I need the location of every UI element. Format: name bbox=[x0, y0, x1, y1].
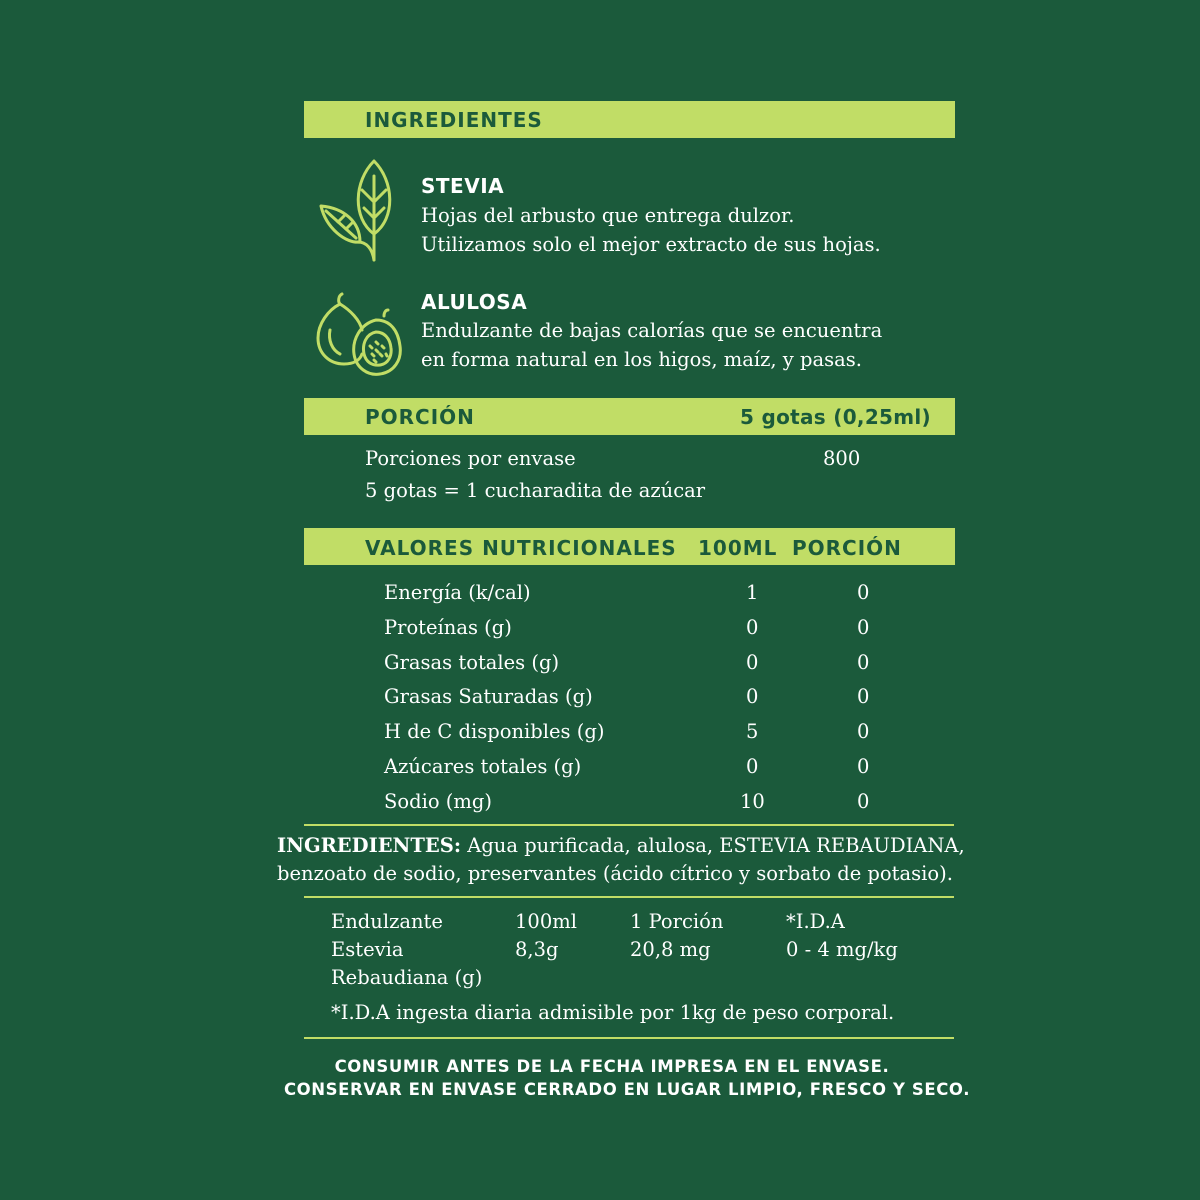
ingredients-list-line-1 bbox=[277, 834, 965, 857]
nutrient-portion: 0 bbox=[857, 720, 870, 743]
nutrition-col-100ml: 100ML bbox=[698, 536, 778, 560]
nutrition-header: VALORES NUTRICIONALES bbox=[365, 536, 677, 560]
ida-col-sweetener bbox=[331, 908, 482, 992]
ida-cell: *I.D.A bbox=[786, 910, 845, 933]
ida-cell: 100ml bbox=[515, 910, 577, 933]
nutrient-per100: 10 bbox=[740, 790, 765, 813]
nutrition-row bbox=[384, 651, 904, 686]
ida-cell: Estevia bbox=[331, 938, 404, 961]
nutrient-portion: 0 bbox=[857, 581, 870, 604]
nutrition-row bbox=[384, 685, 904, 720]
nutrient-name: H de C disponibles (g) bbox=[384, 720, 605, 743]
nutrition-row bbox=[384, 616, 904, 651]
nutrition-header-band bbox=[304, 528, 955, 565]
nutrient-portion: 0 bbox=[857, 755, 870, 778]
stevia-desc-line: Hojas del arbusto que entrega dulzor. bbox=[421, 204, 795, 227]
stevia-desc-line: Utilizamos solo el mejor extracto de sus hojas. bbox=[421, 233, 881, 256]
portion-value: 5 gotas (0,25ml) bbox=[740, 405, 931, 429]
nutrient-name: Proteínas (g) bbox=[384, 616, 512, 639]
alulosa-description bbox=[421, 316, 882, 374]
nutrient-name: Energía (k/cal) bbox=[384, 581, 531, 604]
ingredients-header: INGREDIENTES bbox=[365, 108, 543, 132]
ingredients-list-text: Agua purificada, alulosa, ESTEVIA REBAUDIANA, bbox=[461, 834, 965, 857]
nutrition-row bbox=[384, 790, 904, 825]
nutrient-name: Grasas totales (g) bbox=[384, 651, 560, 674]
nutrition-row bbox=[384, 755, 904, 790]
ida-cell: Rebaudiana (g) bbox=[331, 966, 483, 989]
nutrient-portion: 0 bbox=[857, 685, 870, 708]
nutrient-portion: 0 bbox=[857, 790, 870, 813]
ida-cell: 0 - 4 mg/kg bbox=[786, 938, 898, 961]
nutrient-per100: 5 bbox=[746, 720, 759, 743]
ida-cell: 1 Porción bbox=[630, 910, 724, 933]
nutrient-portion: 0 bbox=[857, 616, 870, 639]
nutrition-col-portion: PORCIÓN bbox=[792, 536, 902, 560]
stevia-name: STEVIA bbox=[421, 174, 505, 198]
footer-line-1: CONSUMIR ANTES DE LA FECHA IMPRESA EN EL ENVASE. bbox=[334, 1057, 890, 1076]
portions-per-package-value: 800 bbox=[823, 447, 861, 470]
nutrient-per100: 1 bbox=[746, 581, 759, 604]
alulosa-desc-line: en forma natural en los higos, maíz, y pasas. bbox=[421, 348, 862, 371]
nutrient-per100: 0 bbox=[746, 685, 759, 708]
divider bbox=[304, 1037, 954, 1039]
nutrient-name: Sodio (mg) bbox=[384, 790, 492, 813]
ida-col-portion bbox=[630, 908, 723, 964]
nutrient-name: Grasas Saturadas (g) bbox=[384, 685, 593, 708]
nutrient-per100: 0 bbox=[746, 651, 759, 674]
ida-note: *I.D.A ingesta diaria admisible por 1kg de peso corporal. bbox=[331, 1001, 895, 1024]
alulosa-desc-line: Endulzante de bajas calorías que se encuentra bbox=[421, 319, 883, 342]
nutrition-row bbox=[384, 581, 904, 616]
ida-cell: 20,8 mg bbox=[630, 938, 711, 961]
portion-label: PORCIÓN bbox=[365, 405, 475, 429]
ingredients-header-band bbox=[304, 101, 955, 138]
ida-col-ida bbox=[786, 908, 898, 964]
fig-icon bbox=[314, 290, 406, 380]
ida-cell: Endulzante bbox=[331, 910, 443, 933]
divider bbox=[304, 896, 954, 898]
alulosa-name: ALULOSA bbox=[421, 290, 528, 314]
stevia-description bbox=[421, 201, 881, 259]
stevia-leaf-icon bbox=[316, 156, 396, 266]
ida-cell: 8,3g bbox=[515, 938, 559, 961]
nutrient-name: Azúcares totales (g) bbox=[384, 755, 582, 778]
portions-per-package-label: Porciones por envase bbox=[365, 447, 576, 470]
nutrient-per100: 0 bbox=[746, 616, 759, 639]
ingredients-list-line-2: benzoato de sodio, preservantes (ácido cítrico y sorbato de potasio). bbox=[277, 862, 953, 885]
nutrient-per100: 0 bbox=[746, 755, 759, 778]
nutrition-row bbox=[384, 720, 904, 755]
nutrient-portion: 0 bbox=[857, 651, 870, 674]
ida-col-100ml bbox=[515, 908, 577, 964]
portion-equivalence: 5 gotas = 1 cucharadita de azúcar bbox=[365, 479, 706, 502]
divider bbox=[304, 824, 954, 826]
portion-band bbox=[304, 398, 955, 435]
ingredients-list-label: INGREDIENTES: bbox=[277, 834, 462, 857]
footer-line-2: CONSERVAR EN ENVASE CERRADO EN LUGAR LIMPIO, FRESCO Y SECO. bbox=[283, 1080, 971, 1099]
